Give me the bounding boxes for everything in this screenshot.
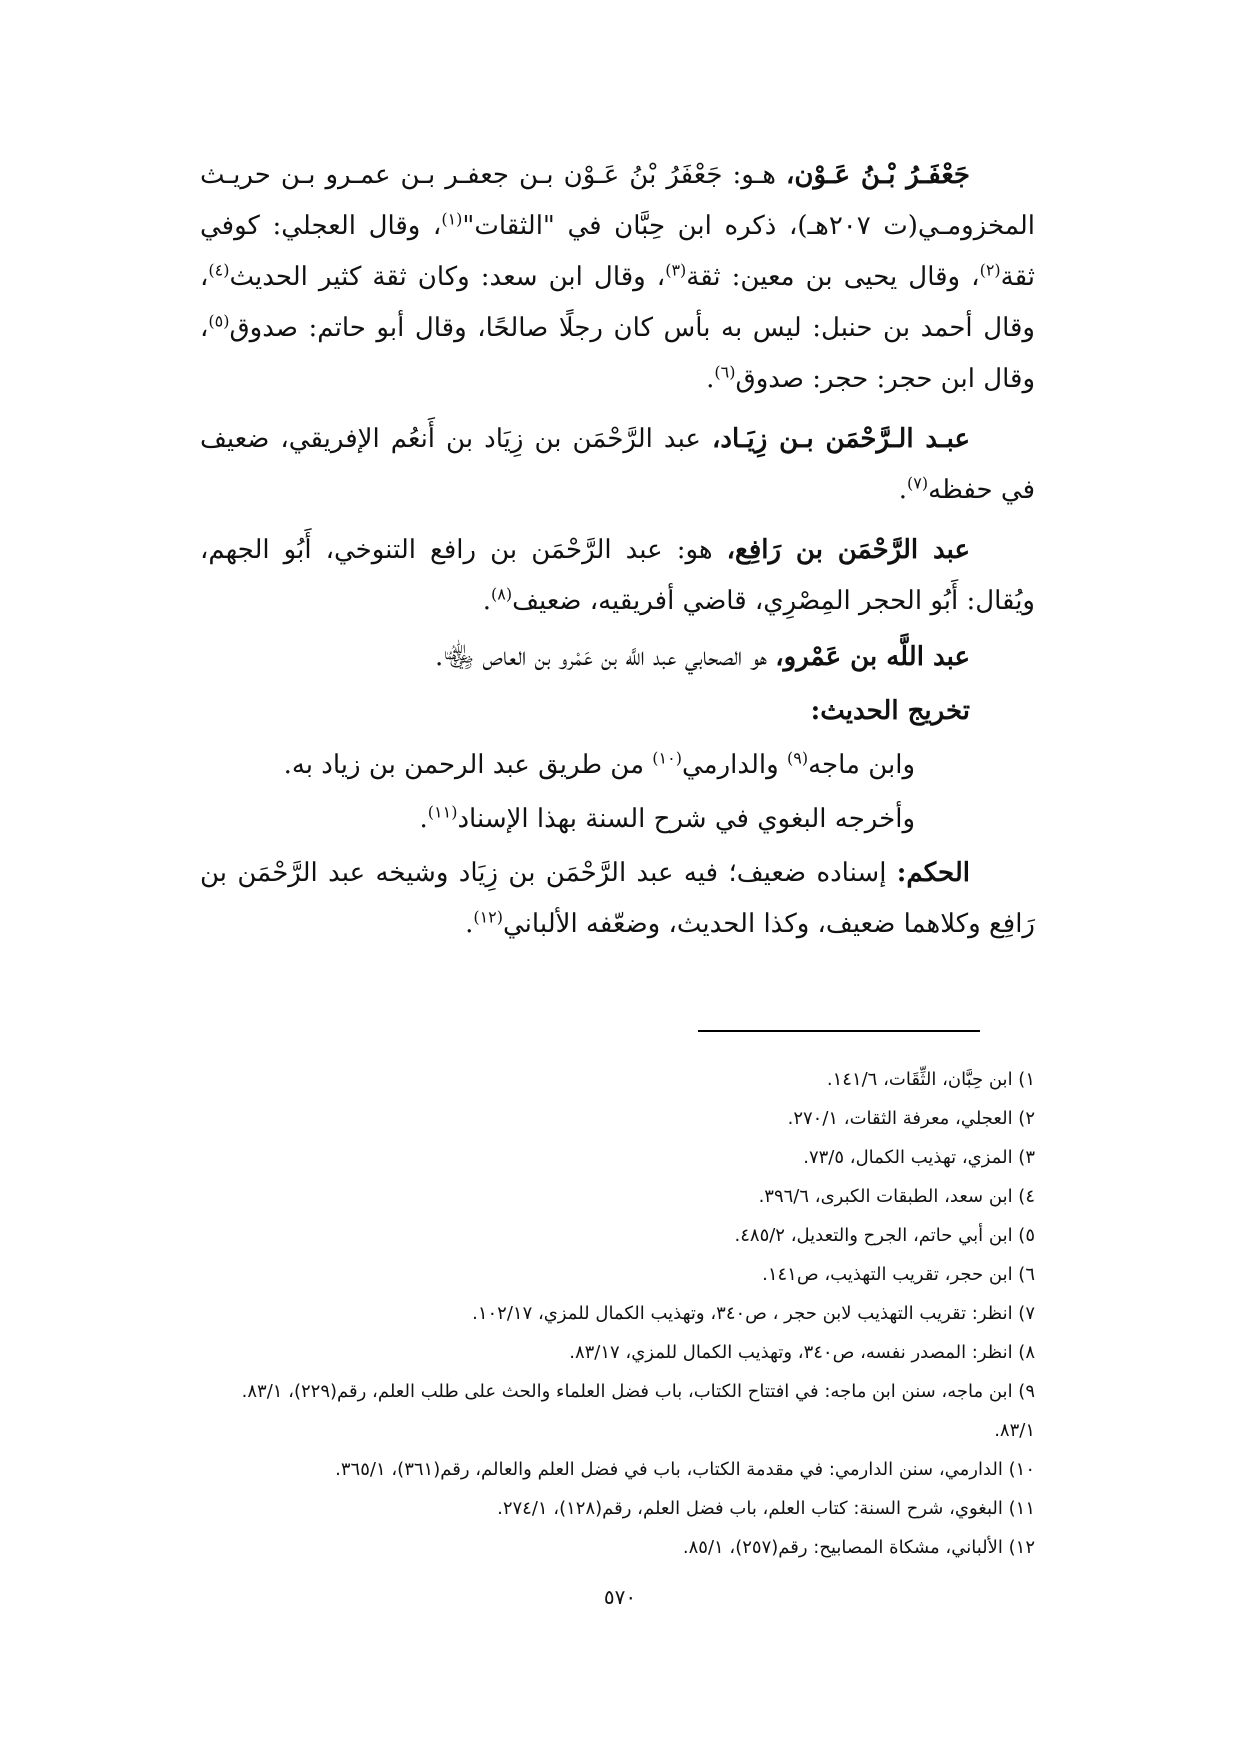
footnote-ref: (١١) bbox=[427, 802, 458, 822]
section-heading-takhrij: تخريج الحديث: bbox=[810, 696, 970, 726]
footnote-item: ٢) العجلي، معرفة الثقات، ٢٧٠/١. bbox=[787, 1108, 1035, 1129]
footnote-ref: (٥) bbox=[208, 311, 230, 331]
footnote-ref: (٩) bbox=[786, 748, 809, 768]
ruling-label: الحكم: bbox=[896, 858, 970, 888]
footnote-ref: (٢) bbox=[979, 260, 1001, 280]
narrator-paragraph-abdullah-amr: عبد اللَّه بن عَمْرو، هو الصحابي عبد اللَّه بن عَمْرو بن العاص ﵄. bbox=[435, 642, 970, 672]
footnote-ref: (٦) bbox=[714, 362, 736, 382]
footnote-ref: (٣) bbox=[665, 260, 687, 280]
footnote-separator bbox=[698, 1030, 980, 1032]
footnote-item-9: ٩) ابن ماجه، سنن ابن ماجه: في افتتاح الكتاب، باب فضل العلماء والحث على طلب العلم، رقم(٢٢٩)، ٨٣/١. ٨٣/١. bbox=[135, 1372, 1035, 1450]
footnote-item: ٧) انظر: تقريب التهذيب لابن حجر ، ص٣٤٠، وتهذيب الكمال للمزي، ١٠٢/١٧. bbox=[472, 1303, 1035, 1324]
footnote-ref: (١٢) bbox=[473, 907, 504, 927]
footnote-item: ٣) المزي، تهذيب الكمال، ٧٣/٥. bbox=[803, 1147, 1035, 1168]
footnote-item: ١١) البغوي، شرح السنة: كتاب العلم، باب فضل العلم، رقم(١٢٨)، ٢٧٤/١. bbox=[497, 1498, 1035, 1519]
footnote-item: ٦) ابن حجر، تقريب التهذيب، ص١٤١. bbox=[762, 1264, 1035, 1285]
takhrij-line-2: وأخرجه البغوي في شرح السنة بهذا الإسناد$^{(١١)}$. bbox=[419, 802, 915, 834]
footnote-item: ٥) ابن أبي حاتم، الجرح والتعديل، ٤٨٥/٢. bbox=[734, 1225, 1035, 1246]
footnote-ref: (٨) bbox=[490, 584, 513, 604]
footnotes-list bbox=[135, 1060, 1035, 1567]
footnote-continuation: ٨٣/١. bbox=[994, 1420, 1035, 1441]
footnote-ref: (٤) bbox=[208, 260, 230, 280]
footnote-ref: (١٠) bbox=[652, 748, 682, 768]
narrator-paragraph-abdulrahman-rafi: عبد الرَّحْمَن بن رَافِع، هو: عبد الرَّحْمَن بن رافع التنوخي، أَبُو الجهم، ويُقال: أَبُو الحجر المِصْرِي، قاضي أفريقيه، ضعيف$^{(٨)}$. bbox=[200, 535, 1035, 616]
narrator-name: عبد الرَّحْمَن بن رَافِع، bbox=[726, 535, 970, 565]
takhrij-line-1: وابن ماجه$^{(٩)}$ والدارمي$^{(١٠)}$ من طريق عبد الرحمن بن زياد به. bbox=[283, 748, 915, 780]
page-number: ٥٧٠ bbox=[603, 1585, 637, 1609]
narrator-paragraph-abdulrahman-ziyad: عبـد الـرَّحْمَن بـن زِيَـاد، عبد الرَّحْمَن بن زِيَاد بن أَنعُم الإفريقي، ضعيف في حفظه$^{(٧)}$. bbox=[200, 424, 1035, 505]
footnote-item: ١) ابن حِبَّان، الثِّقَات، ١٤١/٦. bbox=[826, 1069, 1035, 1090]
footnote-item: ٨) انظر: المصدر نفسه، ص٣٤٠، وتهذيب الكمال للمزي، ٨٣/١٧. bbox=[569, 1342, 1035, 1363]
footnote-item: ٤) ابن سعد، الطبقات الكبرى، ٣٩٦/٦. bbox=[758, 1186, 1035, 1207]
narrator-name: عبد اللَّه بن عَمْرو، bbox=[775, 642, 970, 672]
footnote-item: ١٢) الألباني، مشكاة المصابيح: رقم(٢٥٧)، ٨٥/١. bbox=[682, 1537, 1035, 1558]
footnote-ref: (١) bbox=[441, 209, 463, 229]
main-text bbox=[200, 150, 1035, 959]
ruling-paragraph: الحكم: إسناده ضعيف؛ فيه عبد الرَّحْمَن بن زِيَاد وشيخه عبد الرَّحْمَن بن رَافِع وكلاهما ضعيف، وكذا الحديث، وضعّفه الألباني$^{(١٢)}$. bbox=[200, 858, 1035, 939]
narrator-name: جَعْفَـرُ بْـنُ عَـوْن، bbox=[785, 160, 971, 190]
narrator-paragraph-jafar: جَعْفَـرُ بْـنُ عَـوْن، هـو: جَعْفَرُ بْنُ عَـوْن بـن جعفـر بـن عمـرو بـن حريـث المخزومـي(ت ٢٠٧هـ)، ذكره ابن حِبَّان في "الثقات"$^{(١)}$، وقال العجلي: كوفي ثقة$^{(٢)}$، وقال يحيى بن معين: ثقة$^{(٣)}$، وقال ابن سعد: وكان ثقة كثير الحديث$^{(٤)}$، وقال أحمد بن حنبل: ليس به بأس كان رجلًا صالحًا، وقال أبو حاتم: صدوق$^{(٥)}$، وقال ابن حجر: حجر: صدوق$^{(٦)}$. bbox=[200, 160, 1036, 394]
footnote-item: ١٠) الدارمي، سنن الدارمي: في مقدمة الكتاب، باب في فضل العلم والعالم، رقم(٣٦١)، ٣٦٥/١. bbox=[335, 1459, 1035, 1480]
narrator-name: عبـد الـرَّحْمَن بـن زِيَـاد، bbox=[711, 424, 970, 454]
footnote-ref: (٧) bbox=[907, 473, 929, 493]
